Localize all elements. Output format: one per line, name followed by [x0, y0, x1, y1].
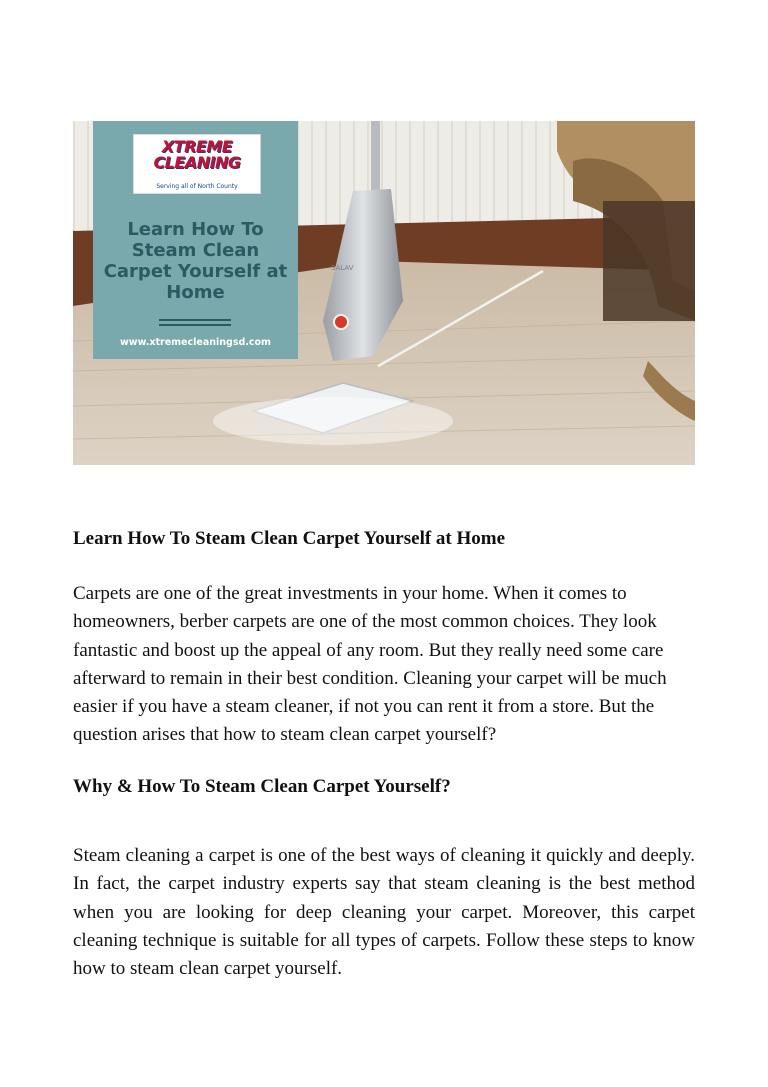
- logo-tagline: Serving all of North County: [156, 183, 238, 190]
- intro-paragraph: Carpets are one of the great investments in your home. When it comes to homeowners, berber carpets are one of the most common choices. They look fantastic and boost up the appeal of any room. But they really need some care afterward to remain in their best condition. Cleaning your carpet will be much easier if you have a steam cleaner, if not you can rent it from a store. But the question arises that how to steam clean carpet yourself?: [73, 583, 667, 746]
- hero-image: [73, 121, 695, 465]
- promo-url: www.xtremecleaningsd.com: [120, 337, 271, 348]
- promo-title: Learn How To Steam Clean Carpet Yourself at Home: [103, 219, 288, 303]
- promo-panel: [93, 121, 298, 359]
- logo-line-2: CLEANING: [153, 153, 241, 172]
- company-logo: [133, 134, 261, 194]
- logo-line-1: XTREME: [161, 137, 233, 156]
- steamer-brand-label: SALAV: [331, 264, 354, 272]
- promo-divider: [159, 319, 231, 321]
- body-paragraph: Steam cleaning a carpet is one of the best ways of cleaning it quickly and deeply. In fact, the carpet industry experts say that steam cleaning is the best method when you are looking for deep cleaning your carpet. Moreover, this carpet cleaning technique is suitable for all types of carpets. Follow these steps to know how to steam clean carpet yourself.: [73, 845, 695, 980]
- promo-divider: [159, 324, 231, 326]
- section-heading: Why & How To Steam Clean Carpet Yourself?: [73, 776, 451, 797]
- article-title: Learn How To Steam Clean Carpet Yourself at Home: [73, 528, 506, 549]
